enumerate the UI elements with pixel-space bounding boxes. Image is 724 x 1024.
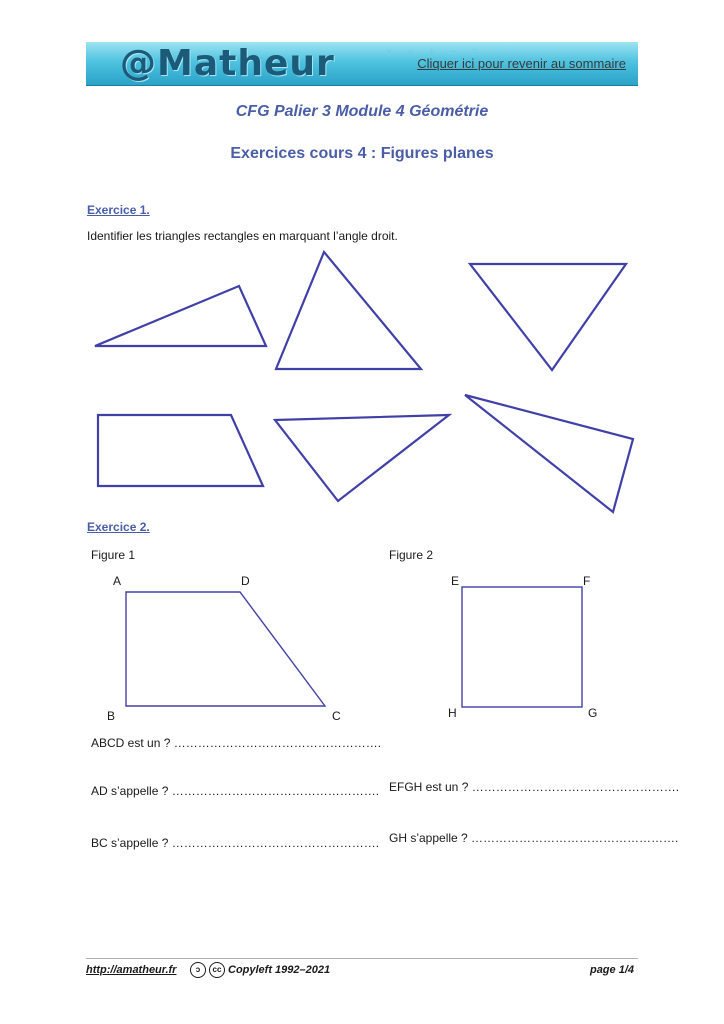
footer-divider (86, 958, 638, 959)
back-to-summary-link[interactable]: Cliquer ici pour revenir au sommaire (417, 56, 626, 71)
footer-copyleft: Copyleft 1992–2021 (228, 964, 331, 976)
vertex-f: F (583, 574, 591, 588)
exercise1-instruction: Identifier les triangles rectangles en marquant l’angle droit. (87, 229, 398, 243)
page-number: page 1/4 (589, 964, 634, 976)
vertex-b: B (107, 709, 116, 723)
question-ad-name[interactable]: AD s’appelle ? ……………………………………………. (91, 784, 380, 798)
site-logo: @Matheur (120, 43, 335, 84)
triangle-4[interactable] (275, 415, 449, 501)
question-gh-name[interactable]: GH s’appelle ? ……………………………………………. (389, 831, 679, 845)
banner-symbols: × ÷ + − = (386, 46, 484, 58)
vertex-a: A (113, 574, 122, 588)
copyleft-icon: ↄ (190, 962, 206, 978)
triangle-5[interactable] (465, 395, 633, 512)
trapezoid-abcd[interactable] (126, 592, 325, 706)
vertex-h: H (448, 706, 457, 720)
question-efgh-type[interactable]: EFGH est un ? ……………………………………………. (389, 780, 680, 794)
triangle-2[interactable] (276, 252, 421, 369)
figure2-label: Figure 2 (389, 548, 434, 562)
vertex-g: G (588, 706, 598, 720)
vertex-c: C (332, 709, 341, 723)
exercise1-heading: Exercice 1. (87, 203, 150, 217)
question-bc-name[interactable]: BC s’appelle ? ……………………………………………. (91, 836, 380, 850)
figure1-label: Figure 1 (91, 548, 136, 562)
triangle-1[interactable] (95, 286, 266, 346)
vertex-e: E (451, 574, 460, 588)
page-subtitle: Exercices cours 4 : Figures planes (230, 145, 494, 162)
vertex-d: D (241, 574, 250, 588)
square-efgh[interactable] (462, 587, 582, 707)
page-title: CFG Palier 3 Module 4 Géométrie (235, 103, 489, 120)
exercise2-heading: Exercice 2. (87, 520, 150, 534)
footer-site-link[interactable]: http://amatheur.fr (86, 964, 177, 976)
question-abcd-type[interactable]: ABCD est un ? ……………………………………………. (91, 736, 382, 750)
quadrilateral-1[interactable] (98, 415, 263, 486)
cc-icon: cc (209, 962, 225, 978)
triangle-3[interactable] (470, 264, 626, 370)
